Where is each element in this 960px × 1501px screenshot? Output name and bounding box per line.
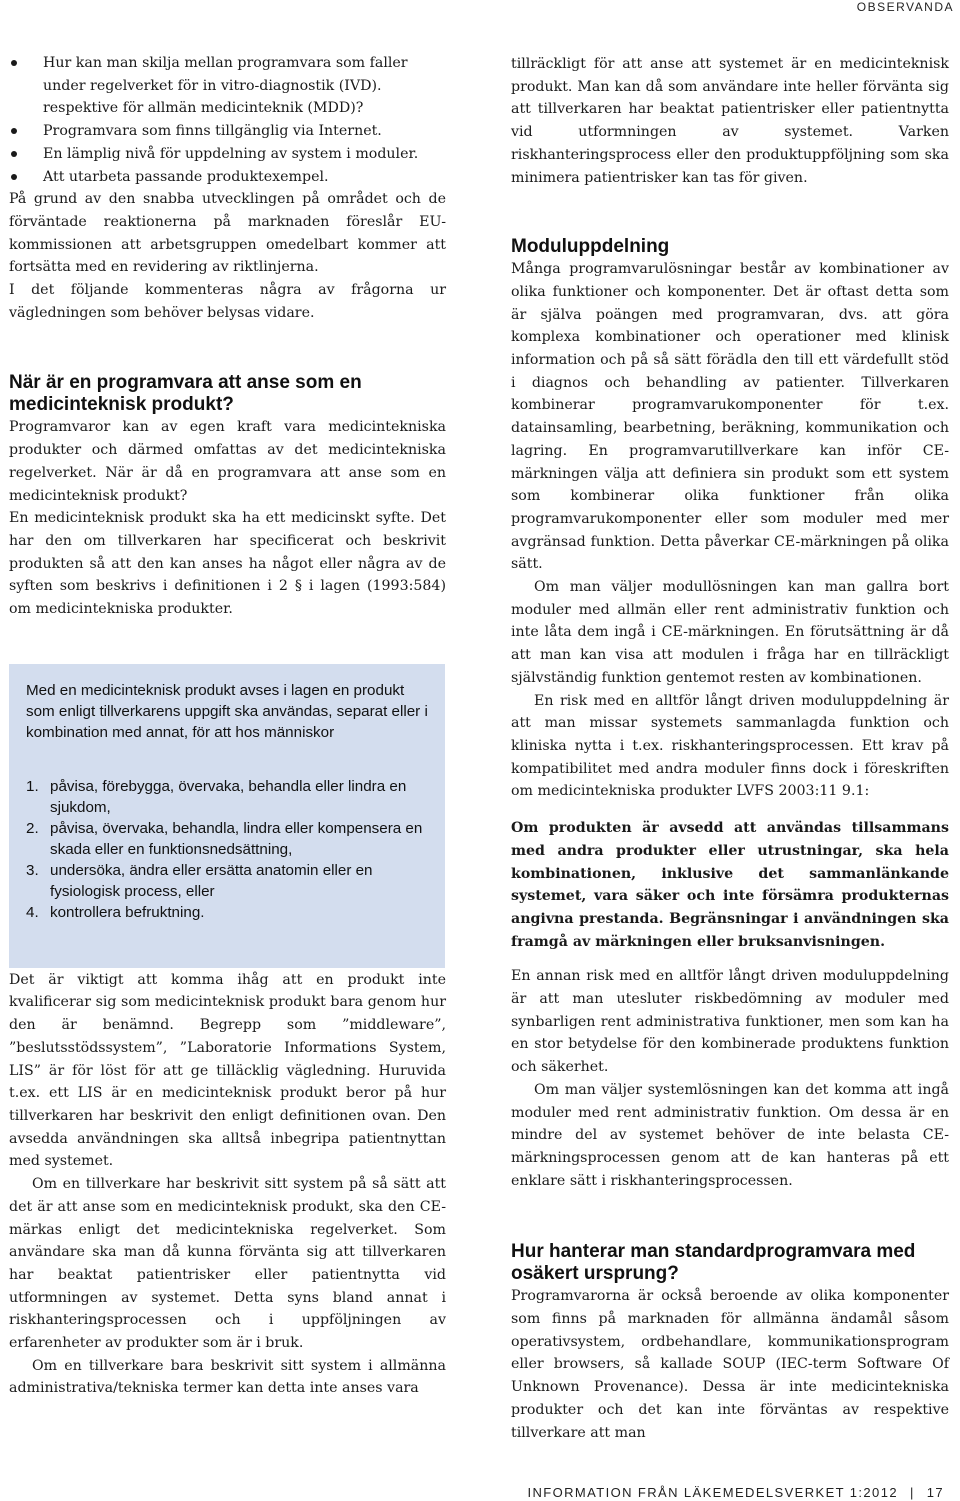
- bullet-icon: [11, 151, 17, 157]
- paragraph: I det följande kommenteras några av frågorna ur vägledningen som behöver belysas vidare.: [9, 282, 446, 321]
- paragraph: Programvaror kan av egen kraft vara medicintekniska produkter och därmed omfattas av det medicintekniska regelverket. När är då en programvara att anse som en medicinteknisk produkt?: [9, 419, 446, 504]
- section-header: OBSERVANDA: [856, 0, 954, 14]
- paragraph: tillräckligt för att anse att systemet är en medicinteknisk produkt. Man kan då som användare inte heller förvänta sig att tillverkaren har beaktat patientrisker eller patientnytta vid utformningen av systemet. Varken riskhanteringsprocess eller den produktuppföljning som ska minimera patientrisker kan tas för given.: [511, 56, 949, 186]
- paragraph: Programvarorna är också beroende av olika komponenter som finns på marknaden för allmänna ändamål såsom operativsystem, ordbehandlare, kommunikationsprogram eller browsers, så kallade SOUP (IEC-term Software Of Unknown Provenance). Dessa är inte medicintekniska produkter och det kan inte förväntas av respektive tillverkare att man: [511, 1288, 949, 1441]
- paragraph: En risk med en alltför långt driven moduluppdelning är att man missar systemets sammanlagda funktion och kliniska nytta i t.ex. riskhanteringsprocessen. Ett krav på kompatibilitet med andra moduler finns dock i föreskriften om medicintekniska produkter LVFS 2003:11 9.1:: [511, 692, 949, 800]
- section-heading: När är en programvara att anse som en medicinteknisk produkt?: [9, 372, 362, 416]
- definition-box: [9, 664, 445, 968]
- bullet-item: Hur kan man skilja mellan programvara som faller under regelverket för in vitro-diagnostik (IVD). respektive för allmän medicinteknik (MDD)?: [9, 52, 446, 120]
- bullet-icon: [11, 128, 17, 134]
- paragraph: En medicinteknisk produkt ska ha ett medicinskt syfte. Det har den om tillverkaren har specificerat och beskrivit produkten så att den kan anses ha något eller några av de syften som beskrivs i definitionen i 2 § i lagen (1993:584) om medicintekniska produkter.: [9, 510, 446, 618]
- right-column: [511, 53, 949, 1444]
- paragraph: Om en tillverkare bara beskrivit sitt system i allmänna administrativa/tekniska termer kan detta inte anses vara: [9, 1357, 446, 1397]
- definition-item: 2. påvisa, övervaka, behandla, lindra eller kompensera en skada eller en funktionsnedsättning,: [26, 820, 423, 858]
- paragraph: Om en tillverkare har beskrivit sitt system på så sätt att det är att anse som en medicinteknisk produkt, ska den CE-märkas enligt det medicintekniska regelverket. Som användare ska man då kunna förvänta sig att tillverkaren har beaktat patientrisker eller patientnytta vid utformningen av systemet. Detta syns bland annat i riskhanteringsprocessen och i uppföljningen av erfarenheter av produkter som är i bruk.: [9, 1176, 446, 1352]
- definition-list: [26, 776, 431, 923]
- bullet-icon: [11, 60, 17, 66]
- definition-item: 3. undersöka, ändra eller ersätta anatomin eller en fysiologisk process, eller: [26, 862, 373, 900]
- page-footer: [527, 1485, 944, 1500]
- paragraph: På grund av den snabba utvecklingen på området och de förväntade reaktionerna på marknaden föreslår EU-kommissionen att arbetsgruppen omedelbart kommer att fortsätta med en revidering av riktlinjerna.: [9, 191, 446, 276]
- section-heading: Moduluppdelning: [511, 236, 670, 258]
- paragraph: En annan risk med en alltför långt driven moduluppdelning är att man utesluter riskbedömning av moduler med synbarligen rent administrativa funktioner, men som kan ha en stor betydelse för den kombinerade produktens funktion och säkerhet.: [511, 968, 949, 1076]
- regulation-quote: Om produkten är avsedd att användas tillsammans med andra produkter eller utrustningar, ska hela kombinationen, inklusive det sammanlänkande systemet, vara säker och inte försämra produkternas angivna prestanda. Begränsningar i användningen ska framgå av märkningen eller bruksanvisningen.: [511, 820, 949, 950]
- bullet-icon: [11, 174, 17, 180]
- bullet-item: Att utarbeta passande produktexempel.: [9, 166, 446, 189]
- definition-item: 1. påvisa, förebygga, övervaka, behandla eller lindra en sjukdom,: [26, 778, 407, 816]
- paragraph: Det är viktigt att komma ihåg att en produkt inte kvalificerar sig som medicinteknisk produkt bara genom hur den är benämnd. Begrepp som ”middleware”, ”beslutsstödssystem”, ”Laboratorie Informations System, LIS” är för löst för att ge tilläcklig vägledning. Huruvida t.ex. ett LIS är en medicinteknisk produkt beror på hur tillverkaren har beskrivit den enligt definitionen ovan. Den avsedda användningen ska alltså inbegripa patientnyttan med systemet.: [9, 971, 446, 1170]
- definition-intro: Med en medicinteknisk produkt avses i lagen en produkt som enligt tillverkarens uppgift ska användas, separat eller i kombination med annat, för att hos människor: [26, 682, 428, 741]
- paragraph: Många programvarulösningar består av kombinationer av olika funktioner och komponenter. Det är oftast detta som är själva poängen med programvaran, dvs. att göra komplexa kombinationer och operationer med klinisk information och på så sätt förädla den till ett värdefullt stöd i diagnos och behandling av patienter. Tillverkaren kombinerar programvarukomponenter för t.ex. datainsamling, bearbetning, beräkning, kommunikation och lagring. En programvarutillverkare kan inför CE-märkningen välja att definiera sin produkt som ett system som kombinerar olika funktioner från olika programvarukomponenter eller som moduler med mer avgränsad funktion. Detta påverkar CE-märkningen på olika sätt.: [511, 261, 949, 573]
- page-number: 17: [926, 1485, 944, 1500]
- publication-title: INFORMATION FRÅN LÄKEMEDELSVERKET 1:2012: [527, 1485, 898, 1500]
- bullet-item: En lämplig nivå för uppdelning av system i moduler.: [9, 143, 446, 166]
- paragraph: Om man väljer systemlösningen kan det komma att ingå moduler med rent administrativ funktion. Om dessa är en mindre del av systemet behöver de inte belasta CE-märkningsprocessen genom att de kan hanteras på ett enklare sätt i riskhanteringsprocessen.: [511, 1081, 949, 1189]
- footer-separator: |: [909, 1485, 915, 1500]
- bullet-item: Programvara som finns tillgänglig via Internet.: [9, 120, 446, 143]
- paragraph: Om man väljer modullösningen kan man gallra bort moduler med allmän eller rent administrativ funktion och inte låta dem ingå i CE-märkningen. En förutsättning är då att man kan visa att modulen i fråga har en tillräckligt självständig funktion gentemot resten av kombinationen.: [511, 579, 949, 686]
- section-heading: Hur hanterar man standardprogramvara med osäkert ursprung?: [511, 1241, 916, 1285]
- bullet-list: [9, 52, 446, 188]
- definition-item: 4. kontrollera befruktning.: [26, 904, 205, 921]
